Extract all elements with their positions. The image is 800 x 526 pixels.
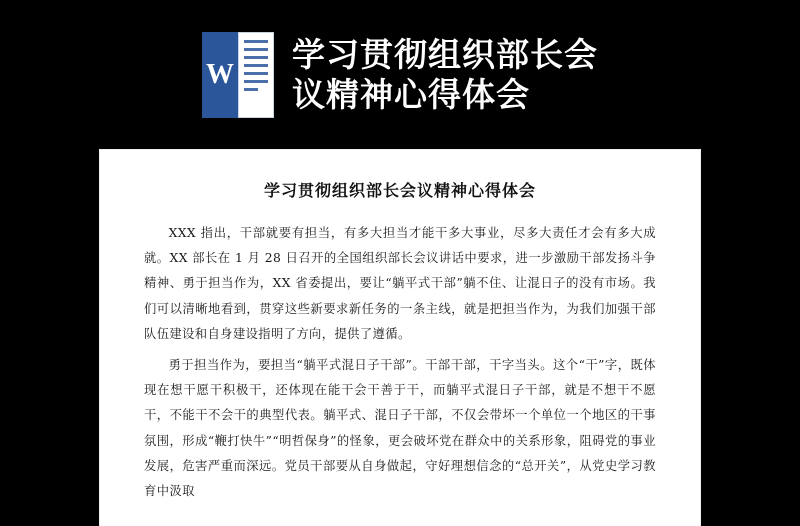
page-title-line-2: 议精神心得体会 xyxy=(292,75,530,114)
word-icon-letter-block xyxy=(202,32,238,118)
document-heading: 学习贯彻组织部长会议精神心得体会 xyxy=(263,181,536,200)
page-title-line-1: 学习贯彻组织部长会 xyxy=(292,34,598,74)
document-paragraph: XXX 指出，干部就要有担当，有多大担当才能干多大事业，尽多大责任才会有多大成就。XX 部长在 1 月 28 日召开的全国组织部长会议讲话中要求，进一步激励干部发扬斗争精神、勇于担当作为，XX 省委提出，要让“躺平式干部”躺不住、让混日子的没有市场。我们可以清晰地看到，贯穿这些新要求新任务的一条主线，就是把担当作为，为我们加强干部队伍建设和自身建设指明了方向，提供了遵循。 xyxy=(144,226,656,341)
document-paragraph: 勇于担当作为，要担当“躺平式混日子干部”。干部干部，干字当头。这个“干”字，既体现在想干愿干积极干，还体现在能干会干善于干，而躺平式混日子干部，就是不想干不愿干，不能干不会干的典型代表。躺平式、混日子干部，不仅会带坏一个单位一个地区的干事氛围，形成“鞭打快牛”“明哲保身”的怪象，更会破坏党在群众中的关系形象，阻碍党的事业发展，危害严重而深远。党员干部要从自身做起，守好理想信念的“总开关”，从党史学习教育中汲取 xyxy=(144,358,656,499)
right-margin xyxy=(700,150,800,526)
document-header xyxy=(0,0,800,150)
word-document-icon xyxy=(202,32,274,118)
word-icon-letter: W xyxy=(206,59,234,90)
left-margin xyxy=(0,150,100,526)
page-title xyxy=(292,35,598,116)
document-page xyxy=(100,150,700,526)
word-icon-lines xyxy=(238,32,274,118)
